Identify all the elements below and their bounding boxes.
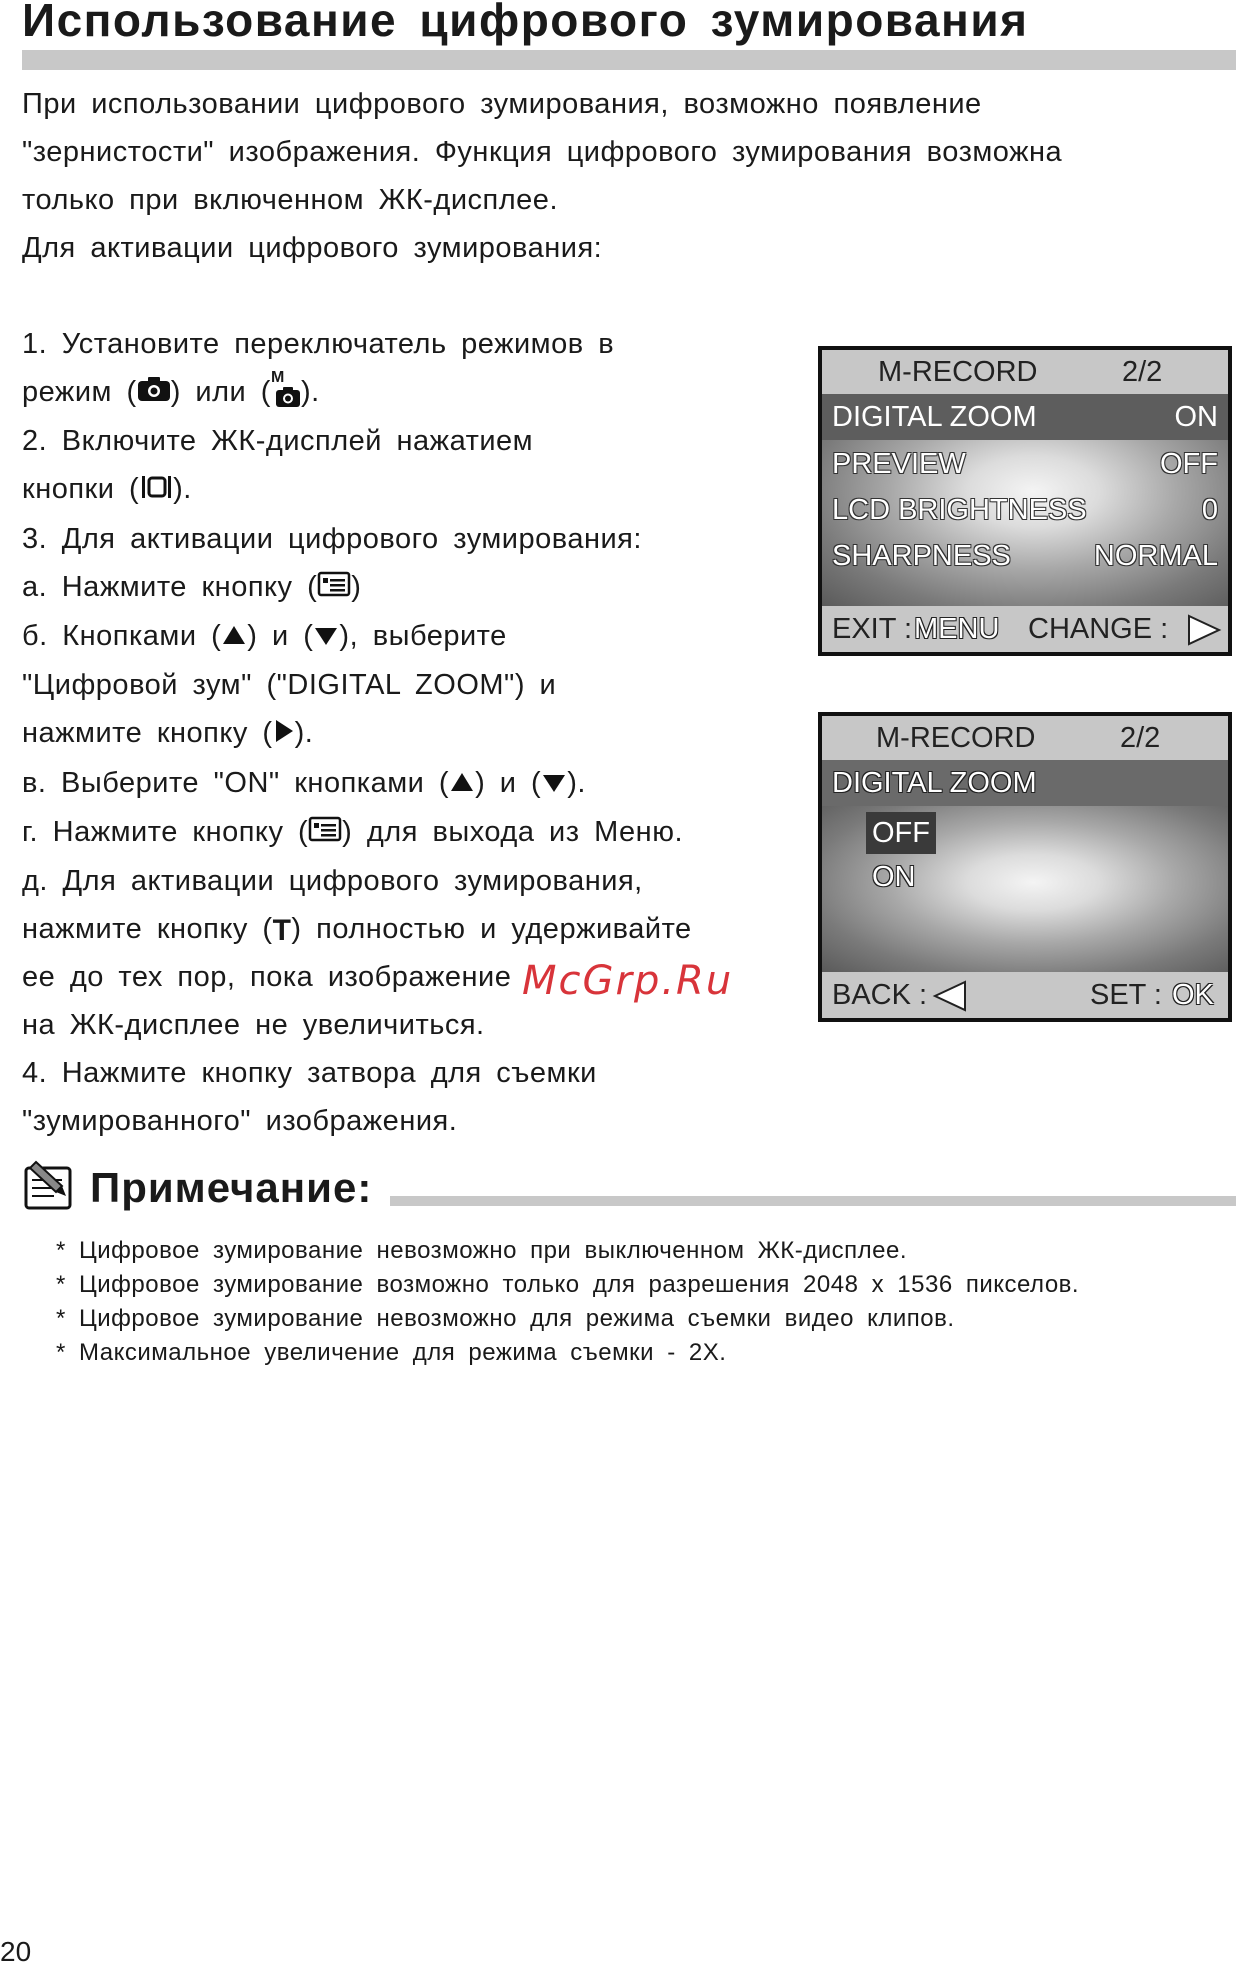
lcd-menu-value: OFF <box>1160 448 1218 480</box>
lcd-menu-item <box>822 760 1228 806</box>
lcd-page-indicator: 2/2 <box>1120 722 1161 754</box>
lcd-menu-row[interactable] <box>832 442 1218 486</box>
lcd-screen-menu <box>818 346 1232 656</box>
lcd-back-label: BACK : <box>832 979 928 1011</box>
lcd-menu-value: 0 <box>1201 494 1218 526</box>
right-arrow-icon <box>273 711 295 759</box>
step-line <box>22 368 782 417</box>
lcd-menu-value: NORMAL <box>1093 540 1218 572</box>
lcd-menu-label: DIGITAL ZOOM <box>832 767 1037 799</box>
intro-text <box>22 80 1212 272</box>
step-text: г. Нажмите кнопку ( <box>22 816 309 849</box>
note-item: * Цифровое зумирование невозможно при выключенном ЖК-дисплее. <box>56 1237 908 1264</box>
lcd-preview-photo <box>822 394 1228 606</box>
lcd-screen-option <box>818 712 1232 1022</box>
step-text: ) и ( <box>475 766 542 799</box>
note-item: * Цифровое зумирование возможно только для разрешения 2048 x 1536 пикселов. <box>56 1271 1080 1298</box>
step-line: 3. Для активации цифрового зумирования: <box>22 522 642 555</box>
page-title: Использование цифрового зумирования <box>22 0 1029 46</box>
lcd-menu-row[interactable] <box>832 534 1218 578</box>
note-item: * Цифровое зумирование невозможно для режима съемки видео клипов. <box>56 1305 955 1332</box>
lcd-page-indicator: 2/2 <box>1122 356 1163 388</box>
step-text: ) <box>351 570 362 603</box>
step-line: 1. Установите переключатель режимов в <box>22 328 615 360</box>
step-line <box>22 612 782 661</box>
lcd-header <box>822 350 1228 394</box>
note-pad-icon <box>22 1158 78 1217</box>
lcd-preview-photo <box>822 806 1228 972</box>
step-text: ) для выхода из Меню. <box>342 816 683 849</box>
step-text: нажмите кнопку ( <box>22 717 273 750</box>
intro-line: "зернистости" изображения. Функция цифрового зумирования возможна <box>22 136 1063 168</box>
lcd-footer <box>822 606 1228 652</box>
lcd-header-title: M-RECORD <box>878 356 1038 388</box>
lcd-header <box>822 716 1228 760</box>
lcd-menu-row[interactable] <box>832 488 1218 532</box>
step-text: ) или ( <box>170 376 271 408</box>
intro-line: только при включенном ЖК-дисплее. <box>22 184 558 216</box>
down-arrow-icon <box>313 613 339 661</box>
step-text: ). <box>567 766 586 799</box>
step-line: д. Для активации цифрового зумирования, <box>22 865 643 898</box>
lcd-menu-value: ON <box>1174 401 1218 433</box>
step-line: 2. Включите ЖК-дисплей нажатием <box>22 425 534 458</box>
menu-icon <box>308 809 342 857</box>
note-rule <box>390 1196 1236 1206</box>
up-arrow-icon <box>449 760 475 808</box>
steps-list <box>22 320 782 1145</box>
lcd-change-label: CHANGE : <box>1028 613 1169 645</box>
step-line: на ЖК-дисплее не увеличиться. <box>22 1009 485 1042</box>
step-text: нажмите кнопку ( <box>22 913 273 946</box>
step-line <box>22 808 782 857</box>
manual-mode-letter: M <box>270 369 285 387</box>
step-line: ее до тех пор, пока изображение <box>22 961 512 994</box>
lcd-set-label: SET : <box>1090 979 1162 1011</box>
step-text: в. Выберите "ON" кнопками ( <box>22 766 450 799</box>
step-text: ). <box>173 473 192 506</box>
step-line <box>22 905 782 953</box>
lcd-menu-label: LCD BRIGHTNESS <box>832 494 1087 526</box>
step-text: ). <box>300 376 320 408</box>
lcd-set-key[interactable]: OK <box>1172 979 1214 1011</box>
step-line <box>22 563 782 612</box>
camera-icon <box>137 369 171 417</box>
step-line: "зумированного" изображения. <box>22 1105 458 1138</box>
lcd-option[interactable]: ON <box>872 861 916 893</box>
page-number: 20 <box>0 1936 32 1967</box>
step-text: кнопки ( <box>22 473 140 506</box>
lcd-menu-row-selected[interactable] <box>822 394 1228 440</box>
step-text: б. Кнопками ( <box>22 620 222 653</box>
lcd-menu-label: DIGITAL ZOOM <box>832 401 1037 433</box>
step-line <box>22 709 782 758</box>
note-title: Примечание: <box>90 1164 373 1211</box>
step-line: 4. Нажмите кнопку затвора для съемки <box>22 1057 597 1090</box>
step-line <box>22 465 782 514</box>
note-item: * Максимальное увеличение для режима съемки - 2X. <box>56 1339 727 1366</box>
step-text: ), выберите <box>339 620 507 653</box>
lcd-header-title: M-RECORD <box>876 722 1036 754</box>
lcd-menu-label: PREVIEW <box>832 448 966 480</box>
title-rule <box>22 50 1236 70</box>
intro-line: Для активации цифрового зумирования: <box>22 232 603 264</box>
step-text: ) и ( <box>247 620 314 653</box>
back-triangle-icon[interactable] <box>932 980 968 1026</box>
step-line: "Цифровой зум" ("DIGITAL ZOOM") и <box>22 669 557 702</box>
step-text: ) полностью и удерживайте <box>291 913 692 946</box>
menu-icon <box>317 564 351 612</box>
note-list <box>56 1234 1226 1370</box>
tele-zoom-icon: T <box>272 913 292 947</box>
manual-camera-icon <box>270 369 301 410</box>
lcd-exit-key[interactable]: MENU <box>914 613 1000 645</box>
down-arrow-icon <box>541 760 567 808</box>
lcd-menu-label: SHARPNESS <box>832 540 1011 572</box>
step-text: режим ( <box>22 376 137 408</box>
note-header <box>22 1158 1236 1218</box>
lcd-footer <box>822 972 1228 1018</box>
watermark: McGrp.Ru <box>522 958 734 1004</box>
step-text: ). <box>294 717 314 750</box>
step-line <box>22 759 782 808</box>
play-triangle-icon[interactable] <box>1186 614 1222 660</box>
step-text: а. Нажмите кнопку ( <box>22 570 318 603</box>
intro-line: При использовании цифрового зумирования, возможно появление <box>22 88 982 120</box>
up-arrow-icon <box>221 613 247 661</box>
lcd-option-selected[interactable]: OFF <box>866 812 936 854</box>
lcd-exit-label: EXIT : <box>832 613 913 645</box>
lcd-display-icon <box>139 467 173 515</box>
